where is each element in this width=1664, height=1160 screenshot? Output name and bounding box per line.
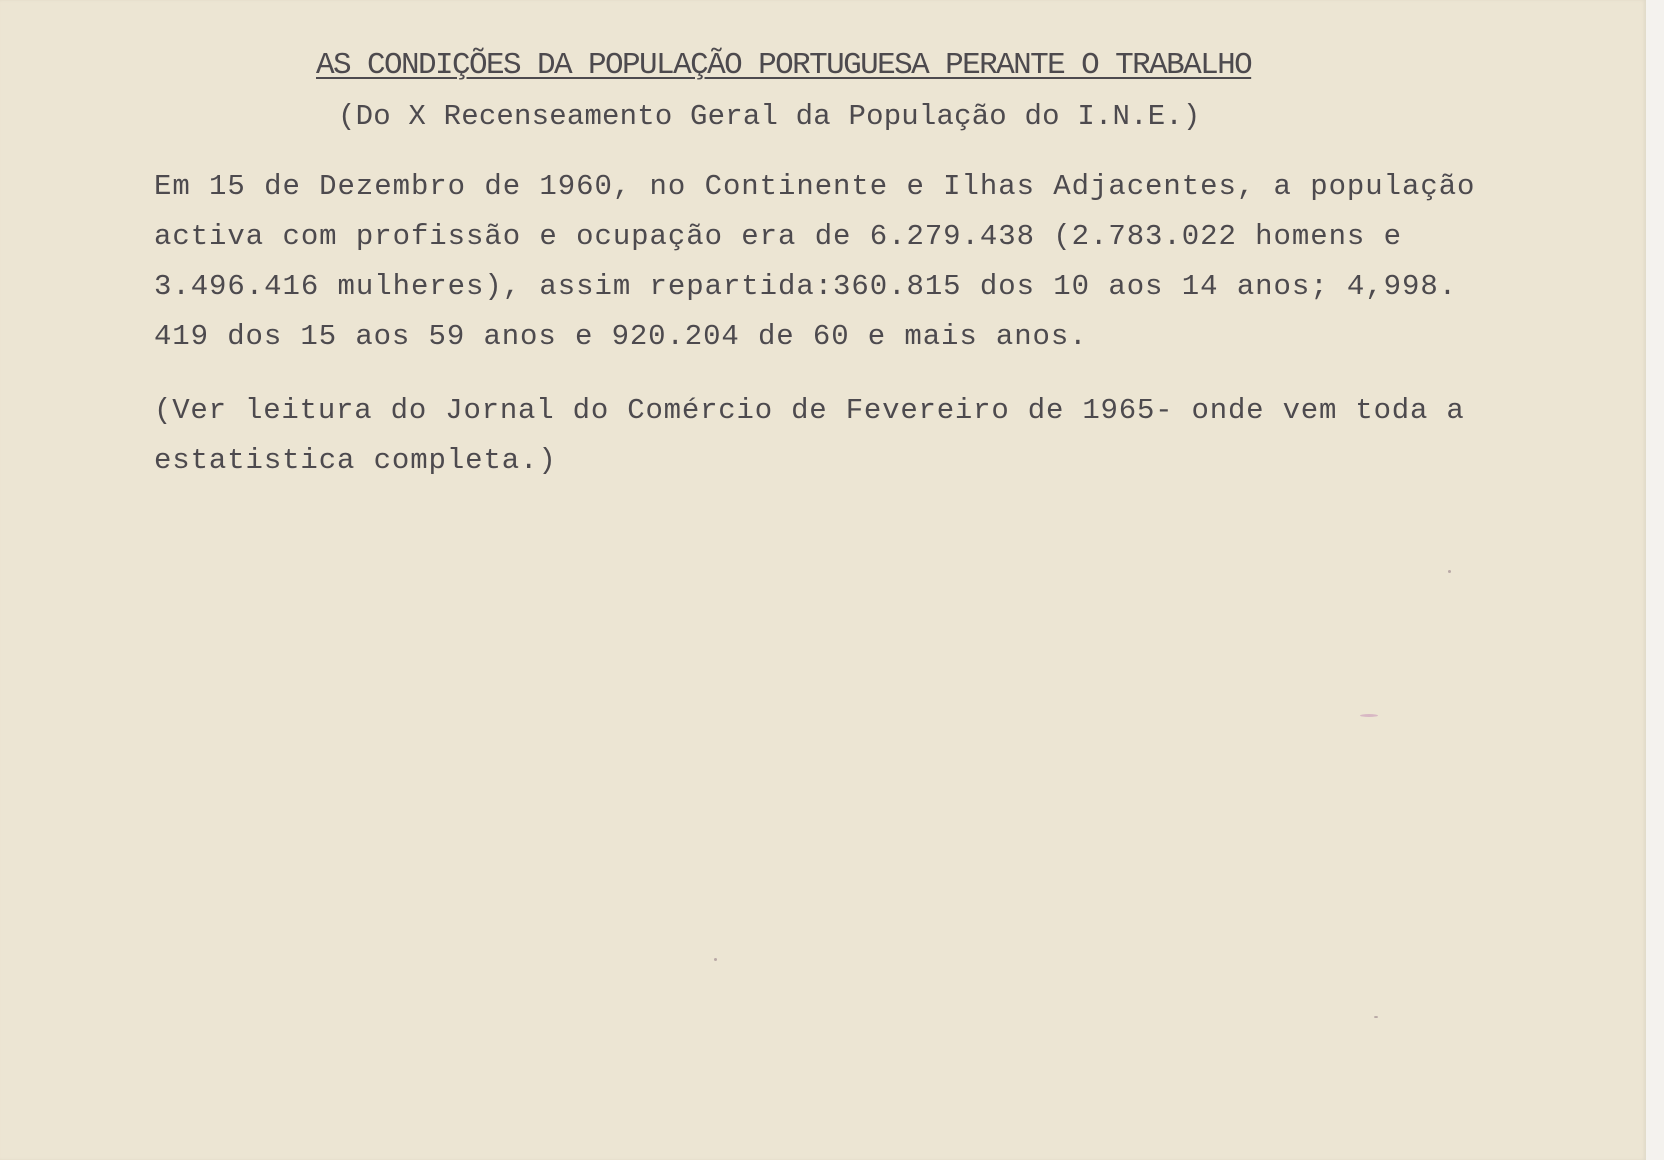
paper-speck — [714, 958, 717, 961]
paragraph-line: 3.496.416 mulheres), assim repartida:360.815 dos 10 aos 14 anos; 4,998. — [154, 270, 1458, 303]
paper-speck — [1360, 714, 1378, 717]
paper-speck — [1448, 570, 1451, 573]
paragraph-line: Em 15 de Dezembro de 1960, no Continente e Ilhas Adjacentes, a população — [154, 170, 1476, 203]
paper-speck — [1374, 1016, 1378, 1018]
paragraph-line: activa com profissão e ocupação era de 6.279.438 (2.783.022 homens e — [154, 220, 1402, 253]
note-line: (Ver leitura do Jornal do Comércio de Fevereiro de 1965- onde vem toda a — [154, 394, 1465, 427]
note-line: estatistica completa.) — [154, 444, 557, 477]
paragraph-line: 419 dos 15 aos 59 anos e 920.204 de 60 e mais anos. — [154, 320, 1088, 353]
scan-border — [1646, 0, 1664, 1160]
document-subtitle: (Do X Recenseamento Geral da População do I.N.E.) — [338, 100, 1201, 133]
document-title: AS CONDIÇÕES DA POPULAÇÃO PORTUGUESA PERANTE O TRABALHO — [316, 48, 1252, 83]
